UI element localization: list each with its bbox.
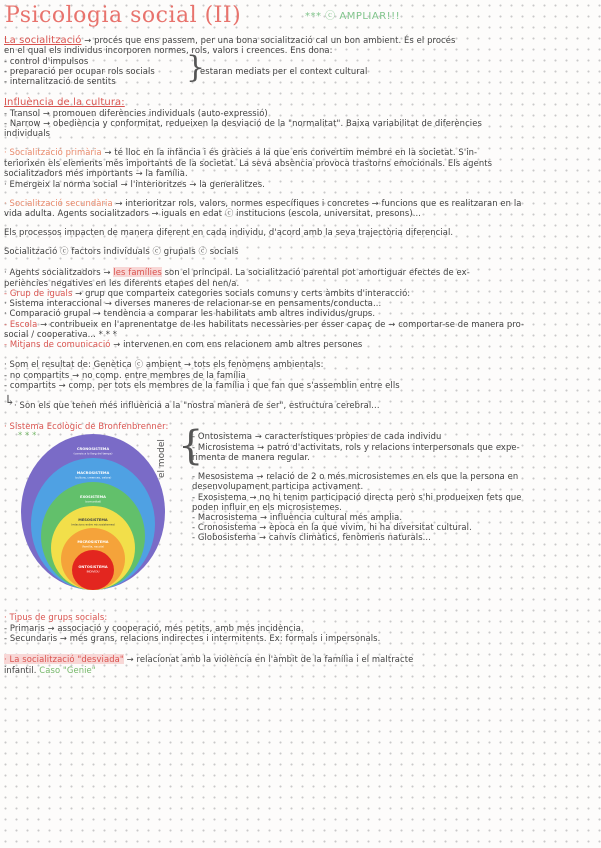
agents-line1 — [4, 268, 470, 277]
bronfenbrenner-heading: · Sistema Ecològic de Bronfenbrenner: — [4, 421, 169, 431]
socialitzacio-item1: - control d'impulsos — [4, 56, 89, 66]
secundaria-line1 — [4, 199, 522, 208]
ring-label: MESOSISTEMA — [78, 518, 108, 522]
grup-iguals-sub1: · Sistema interaccional → diverses maneres de relacionar-se en pensaments/conducta... — [4, 298, 382, 308]
resultat-line4: · Son els que tenen més influència a la "nostra manera de ser", estructura cerebral... — [14, 400, 380, 410]
ring-sublabel: (família, escola) — [81, 544, 105, 549]
ring-sublabel: (relacions entre microsistemes) — [70, 522, 116, 527]
primaria-heading: · Socialització primària — [4, 147, 102, 157]
escola-line2: social / cooperativa... * * * — [4, 329, 118, 339]
socialitzacio-item3: - internalització de sentits — [4, 76, 116, 86]
escola-heading: - Escola — [4, 319, 38, 329]
socialitzacio-text: → procés que ens passem, per una bona socialització cal un bon ambient. És el procés — [81, 35, 456, 45]
mesosistema-line2: desenvolupament participa activament. — [192, 481, 364, 491]
secundaria-line2: vida adulta. Agents socialitzadors → iguals en edat ⓒ institucions (escola, universitat, presons)... — [4, 208, 422, 218]
diagram-rings — [21, 434, 165, 590]
ring-label: EXOSISTEMA — [80, 495, 106, 499]
desviada-text: → relacionat amb la violència en l'àmbit de la família i el maltracte — [123, 654, 414, 664]
processos-line2: Socialització ⓒ factors individuals ⓒ grupals ⓒ socials — [4, 246, 239, 256]
primaria-line1 — [4, 148, 477, 157]
genie-case: Caso "Genie" — [39, 665, 96, 675]
grup-iguals-text: → grup que comparteix categories socials comuns y certs àmbits d'interacció: — [72, 288, 411, 298]
resultat-line2: - no compartits → no comp. entre membres de la família — [4, 370, 246, 380]
ring-label: MICROSISTEMA — [77, 540, 109, 544]
socialitzacio-heading: La socialització — [4, 35, 82, 46]
grup-iguals-heading: - Grup de iguals — [4, 288, 73, 298]
primaria-line2: teriorixen els elements més importants de la societat. La seva absència provoca trastorns emocionals. Els agents — [4, 158, 493, 168]
ring-sublabel: (cultura, creences, valors) — [74, 475, 112, 480]
primaria-line3: socialitzadors més importants → la família. — [4, 168, 188, 178]
desviada-text2: infantil. — [4, 665, 40, 675]
ring-sublabel: INDIVIDU — [86, 569, 100, 574]
exosistema-line2: poden influir en els microsistemes. — [192, 502, 342, 512]
secundaria-text: → interioritzar rols, valors, normes específiques i concretes → funcions que es realitzaran en la — [112, 198, 522, 208]
processos-line1: Els processos impacten de manera diferent en cada individu, d'acord amb la seva trajectòria diferencial. — [4, 227, 454, 237]
amplify-tag: *** ⓒ AMPLIAR!!! — [305, 11, 401, 22]
agents-families-highlight: les famílies — [113, 267, 162, 277]
ring-label: ONTOSISTEMA — [78, 565, 108, 569]
media-text: → intervenen en com ens relacionem amb altres persones — [110, 339, 363, 349]
ring-label: MACROSISTEMA — [76, 471, 110, 475]
secundaria-heading: · Socialització secundària — [4, 198, 113, 208]
agents-text-c: son el principal. La socialització parental pot amortiguar efectes de ex- — [161, 267, 470, 277]
cronosistema-line: - Cronosistema → època en la que vivim, hi ha diversitat cultural. — [192, 522, 472, 532]
microsistema-line1: - Microsistema → patró d'activitats, rols y relacions interpersonals que expe- — [192, 442, 520, 452]
grups-line1: - Primaris → associació y cooperació, més petits, amb més incidència. — [4, 623, 304, 633]
ring-sublabel: (canvis a lo llarg del temps) — [73, 451, 113, 456]
primaria-text: → té lloc en la infància i és gràcies a la que ens convertim membre en la societat. S'in- — [101, 147, 478, 157]
cultura-item2b: individuals — [4, 128, 51, 138]
grup-iguals-sub2: · Comparació grupal → tendència a comparar les habilitats amb altres individus/grups. — [4, 308, 376, 318]
resultat-line1: · Som el resultat de: Genètica ⓒ ambient → tots els fenòmens ambientals: — [4, 359, 324, 369]
escola-text: → contribueix en l'aprenentatge de les habilitats necessàries per ésser capaç de → comportar-se de manera pro- — [37, 319, 525, 329]
ring-sublabel: (comunitat) — [84, 499, 102, 504]
grups-heading: · Tipus de grups socials: — [4, 612, 108, 622]
exosistema-line1: - Exosistema → no hi tenim participació directa però s'hi produeixen fets que — [192, 492, 522, 502]
brace-icon: } — [186, 50, 206, 85]
bronfenbrenner-diagram — [18, 432, 168, 592]
desviada-line1 — [4, 655, 413, 664]
bronfenbrenner-stars: * * * — [18, 430, 37, 440]
cultura-item2: - Narrow → obediència y conformitat, redueixen la desviació de la "normalitat". Baixa variabilitat de diferències — [4, 118, 482, 128]
left-brace-icon: { — [178, 423, 204, 469]
ring-label: CRONOSISTEMA — [76, 447, 110, 451]
mesosistema-line1: - Mesosistema → relació de 2 o més microsistemes en els que la persona en — [192, 471, 519, 481]
socialitzacio-item2: - preparació per ocupar rols socials — [4, 66, 155, 76]
media-heading: - Mitjans de comunicació — [4, 339, 111, 349]
macrosistema-line: - Macrosistema → influència cultural més amplia. — [192, 512, 403, 522]
cultura-heading: Influència de la cultura: — [4, 97, 125, 108]
page-title: Psicologia social (II) — [5, 3, 242, 28]
microsistema-line2: rimenta de manera regular. — [192, 452, 311, 462]
grups-line2: - Secundaris → més grans, relacions indirectes i intermitents. Ex: formals i impersonals. — [4, 633, 381, 643]
ontosistema-line: - Ontosistema → característiques pròpies de cada individu — [192, 431, 442, 441]
grup-iguals-line — [4, 289, 410, 298]
primaria-line4: · Emergeix la norma social → l'interioritzes → la generalitzes. — [4, 179, 265, 189]
resultat-line3: - compartits → comp. per tots els membres de la família i que fan que s'assemblin entre ells — [4, 380, 400, 390]
socialitzacio-line2: en el qual els individus incorporen normes, rols, valors i creences. Ens dona: — [4, 45, 333, 55]
cultura-item1: - Transol → promouen diferències individuals (auto-expressió) — [4, 108, 268, 118]
agents-text-a: · Agents socialitzadors → — [4, 267, 114, 277]
desviada-line2 — [4, 666, 96, 675]
desviada-heading: · La socialització "desviada" — [4, 654, 124, 664]
agents-line2: periències negatives en les diferents etapes del nen/a. — [4, 278, 240, 288]
media-line — [4, 340, 362, 349]
curved-arrow-icon: ↳ — [4, 393, 16, 409]
rotated-label: el model — [157, 439, 167, 478]
globosistema-line: - Globosistema → canvis climàtics, fenòmens naturals... — [192, 532, 431, 542]
socialitzacio-brace-note: estaran mediats per el context cultural — [200, 66, 368, 76]
escola-line — [4, 320, 524, 329]
